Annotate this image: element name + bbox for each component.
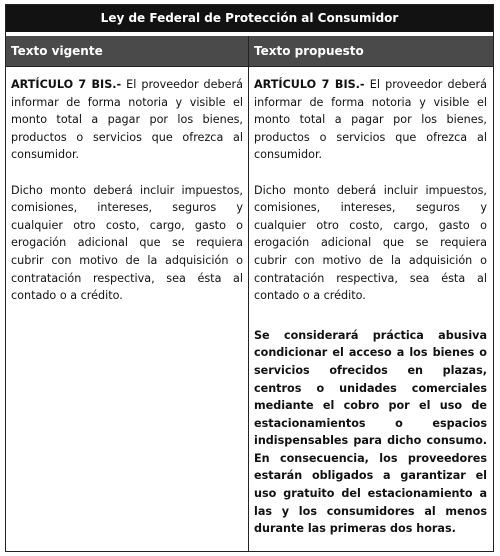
current-text-cell [6, 67, 249, 551]
proposed-addition-paragraph [254, 327, 487, 538]
article-label: ARTÍCULO 7 BIS.- [254, 78, 365, 91]
table-title: Ley de Federal de Protección al Consumidor [6, 5, 493, 36]
article-text: El proveedor deberá informar de forma notoria y visible el monto total a pagar por los bienes, productos o servicios que ofrezca al consumidor. [11, 78, 243, 162]
article-paragraph [11, 76, 243, 164]
article-paragraph [254, 76, 487, 164]
article-label: ARTÍCULO 7 BIS.- [11, 78, 122, 91]
column-header-current: Texto vigente [6, 36, 249, 67]
column-header-proposed: Texto propuesto [249, 36, 493, 67]
proposed-addition-text: Se considerará práctica abusiva condicionar el acceso a los bienes o servicios ofrecidos en plazas, centros o unidades comerciales mediante el cobro por el uso de estacionamientos o espacios indispensables para dicho consumo. En consecuencia, los proveedores estarán obligados a garantizar el uso gratuito del estacionamiento a las y los consumidores al menos durante las primeras dos horas. [254, 328, 487, 536]
comparison-table [5, 4, 494, 552]
amount-paragraph: Dicho monto deberá incluir impuestos, comisiones, intereses, seguros y cualquier otro costo, cargo, gasto o erogación adicional que se requiera cubrir con motivo de la adquisición o contratación respectiva, sea ésta al contado o a crédito. [11, 183, 243, 303]
amount-paragraph: Dicho monto deberá incluir impuestos, comisiones, intereses, seguros y cualquier otro costo, cargo, gasto o erogación adicional que se requiera cubrir con motivo de la adquisición o contratación respectiva, sea ésta al contado o a crédito. [254, 183, 487, 303]
article-text: El proveedor deberá informar de forma notoria y visible el monto total a pagar por los bienes, productos o servicios que ofrezca al consumidor. [254, 78, 487, 162]
proposed-text-cell [249, 67, 493, 551]
